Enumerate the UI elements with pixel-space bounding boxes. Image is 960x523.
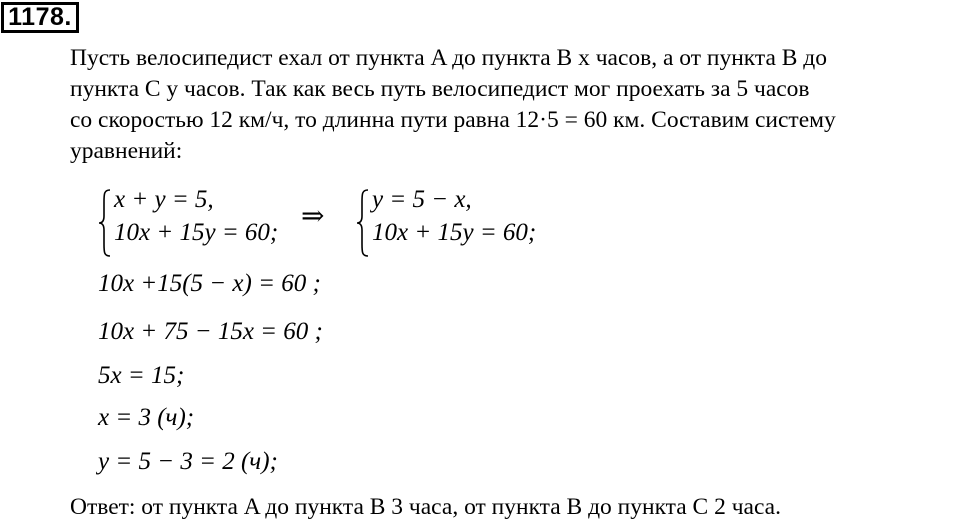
system2-eq2: 10x + 15y = 60;	[372, 219, 537, 246]
step-4: x = 3 (ч);	[98, 404, 195, 431]
step-1: 10x +15(5 − x) = 60 ;	[98, 270, 321, 297]
system2-eq1: y = 5 − x,	[372, 186, 472, 213]
system1-eq1: x + y = 5,	[114, 186, 214, 213]
problem-number: 1178.	[1, 2, 79, 33]
system1-brace	[98, 188, 112, 258]
paragraph-line-3: со скоростью 12 км/ч, то длинна пути равна 12·5 = 60 км. Составим систему	[70, 107, 836, 133]
step-5: y = 5 − 3 = 2 (ч);	[98, 448, 278, 475]
system1	[114, 183, 278, 249]
paragraph-line-1: Пусть велосипедист ехал от пункта A до пункта B x часов, а от пункта B до	[70, 45, 828, 71]
step-3: 5x = 15;	[98, 362, 185, 389]
answer-line: Ответ: от пункта A до пункта B 3 часа, от пункта B до пункта C 2 часа.	[70, 494, 781, 520]
implies-arrow: ⇒	[301, 201, 325, 232]
paragraph-line-2: пункта C y часов. Так как весь путь велосипедист мог проехать за 5 часов	[70, 76, 810, 102]
system2-brace	[356, 188, 370, 258]
system2	[372, 183, 536, 249]
paragraph-line-4: уравнений:	[70, 138, 183, 164]
step-2: 10x + 75 − 15x = 60 ;	[98, 318, 323, 345]
system1-eq2: 10x + 15y = 60;	[114, 219, 279, 246]
problem-paragraph	[70, 43, 950, 167]
